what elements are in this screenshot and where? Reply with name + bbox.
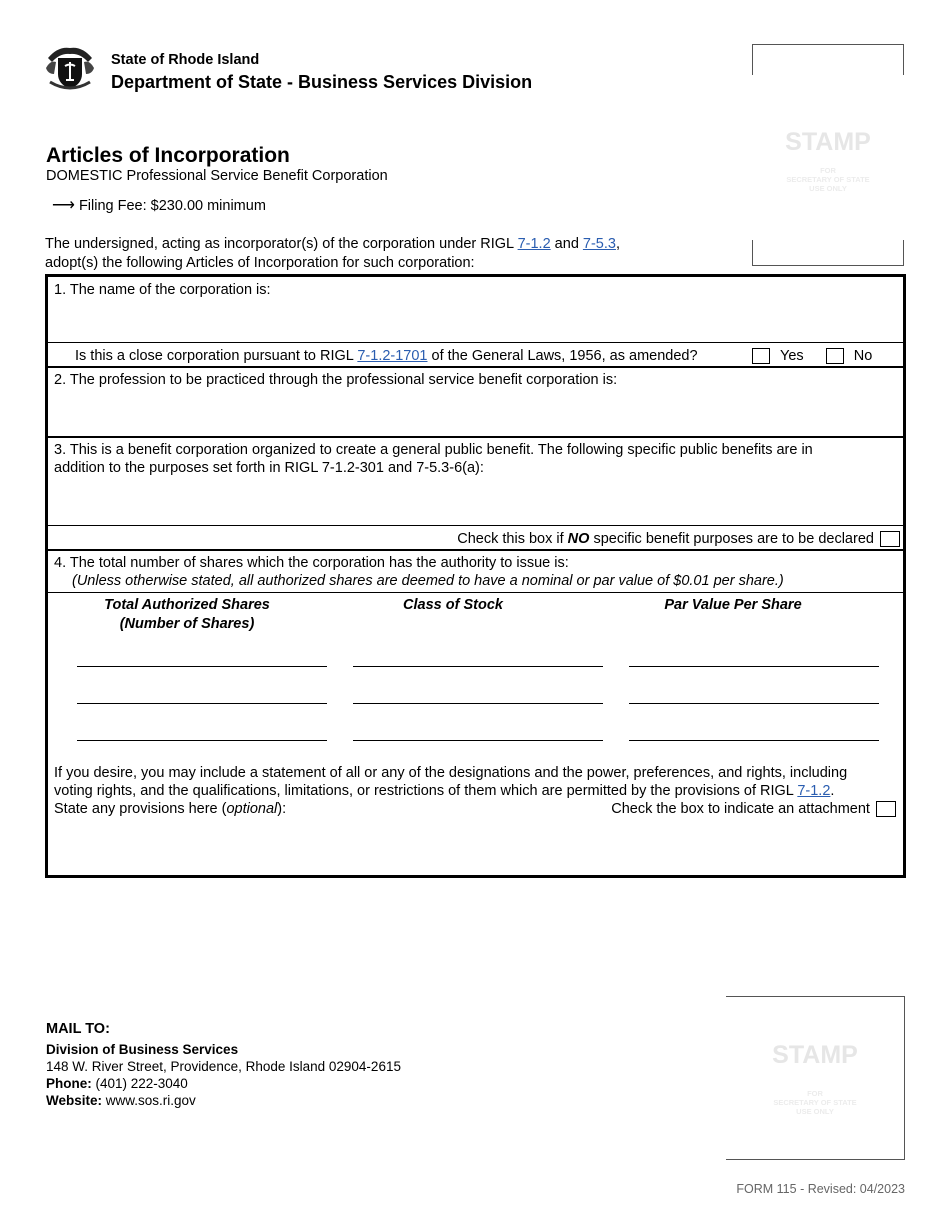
mail-division: Division of Business Services <box>46 1042 239 1057</box>
provisions-line3 <box>54 800 286 818</box>
stamp-note-line1: FOR <box>807 1089 823 1098</box>
divider <box>48 366 903 368</box>
department-name: Department of State - Business Services Division <box>111 72 533 92</box>
par-value-input-line[interactable] <box>629 703 879 704</box>
shares-input-line[interactable] <box>77 703 327 704</box>
stamp-note-line2: SECRETARY OF STATE <box>786 175 870 184</box>
divider <box>48 342 903 343</box>
section3-label-line2: addition to the purposes set forth in RIGL 7-1.2-301 and 7-5.3-6(a): <box>54 460 484 476</box>
section4-note: (Unless otherwise stated, all authorized shares are deemed to have a nominal or par value of $0.01 per share.) <box>72 573 784 589</box>
website-value[interactable]: www.sos.ri.gov <box>102 1093 196 1108</box>
section3-label-line1: 3. This is a benefit corporation organized to create a general public benefit. The following specific public benefits are in <box>54 442 813 458</box>
form-subtitle: DOMESTIC Professional Service Benefit Corporation <box>46 168 388 184</box>
divider <box>48 525 903 526</box>
close-corporation-options <box>752 347 872 365</box>
filing-fee-text: Filing Fee: $230.00 minimum <box>78 198 266 214</box>
attachment-row <box>611 800 896 818</box>
close-question-text: Is this a close corporation pursuant to RIGL <box>75 348 358 364</box>
close-question-text: of the General Laws, 1956, as amended? <box>427 348 698 364</box>
divider <box>48 436 903 438</box>
no-benefit-purposes-checkbox[interactable] <box>880 531 900 547</box>
website-label: Website: <box>46 1093 103 1108</box>
no-benefit-emphasis: NO <box>567 531 590 547</box>
stamp-area-bottom <box>726 996 905 1160</box>
stamp-area-top <box>752 44 904 266</box>
class-input-line[interactable] <box>353 666 603 667</box>
par-value-input-line[interactable] <box>629 740 879 741</box>
column-header-line: Total Authorized Shares <box>104 597 270 613</box>
arrow-right-icon: ⟶ <box>52 197 75 214</box>
par-value-input-line[interactable] <box>629 666 879 667</box>
stamp-note-line1: FOR <box>820 166 836 175</box>
no-benefit-purposes-row <box>457 530 900 548</box>
provisions-text: State any provisions here ( <box>54 801 227 817</box>
rigl-7-1-2-link[interactable]: 7-1.2 <box>517 236 551 252</box>
provisions-text: voting rights, and the qualifications, limitations, or restrictions of them which are permitted by the provisions of RIGL <box>54 783 798 799</box>
intro-text-part: , <box>615 236 620 252</box>
close-corporation-question <box>75 347 698 365</box>
stamp-label: STAMP <box>785 128 871 156</box>
mail-website <box>46 1092 401 1109</box>
section1-label: 1. The name of the corporation is: <box>54 282 271 298</box>
column-header-line: (Number of Shares) <box>119 616 255 632</box>
form-number: FORM 115 - Revised: 04/2023 <box>736 1182 905 1196</box>
intro-text <box>45 235 620 273</box>
divider <box>48 592 903 593</box>
attachment-label: Check the box to indicate an attachment <box>611 801 870 817</box>
articles-form-box <box>45 274 906 878</box>
shares-input-line[interactable] <box>77 666 327 667</box>
class-input-line[interactable] <box>353 703 603 704</box>
class-input-line[interactable] <box>353 740 603 741</box>
column-header-class-of-stock: Class of Stock <box>403 597 503 613</box>
provisions-line2 <box>54 782 834 800</box>
form-title: Articles of Incorporation <box>46 144 290 167</box>
phone-value: (401) 222-3040 <box>91 1076 188 1091</box>
stamp-note-line3: USE ONLY <box>809 184 847 193</box>
shares-input-line[interactable] <box>77 740 327 741</box>
intro-text-part: and <box>550 236 583 252</box>
column-header-total-shares <box>78 596 296 634</box>
stamp-label: STAMP <box>772 1041 858 1069</box>
divider <box>48 549 903 551</box>
yes-checkbox[interactable] <box>752 348 770 364</box>
intro-text-line2: adopt(s) the following Articles of Incorporation for such corporation: <box>45 255 475 271</box>
provisions-line1: If you desire, you may include a statement of all or any of the designations and the power, preferences, and rights, including <box>54 765 848 781</box>
mail-to-block <box>46 1021 401 1109</box>
attachment-checkbox[interactable] <box>876 801 896 817</box>
stamp-note-line2: SECRETARY OF STATE <box>773 1098 857 1107</box>
provisions-text: . <box>830 783 835 799</box>
stamp-note-line3: USE ONLY <box>796 1107 834 1116</box>
intro-text-part: The undersigned, acting as incorporator(s) of the corporation under RIGL <box>45 236 518 252</box>
no-checkbox[interactable] <box>826 348 844 364</box>
column-header-par-value: Par Value Per Share <box>664 597 802 613</box>
state-name: State of Rhode Island <box>111 52 260 68</box>
no-benefit-text: specific benefit purposes are to be declared <box>589 531 874 547</box>
rigl-7-5-3-link[interactable]: 7-5.3 <box>582 236 616 252</box>
section4-label: 4. The total number of shares which the corporation has the authority to issue is: <box>54 555 569 571</box>
filing-fee <box>52 195 266 215</box>
no-benefit-text: Check this box if <box>457 531 568 547</box>
rigl-7-1-2-provisions-link[interactable]: 7-1.2 <box>797 783 831 799</box>
provisions-text: ): <box>277 801 287 817</box>
phone-label: Phone: <box>46 1076 92 1091</box>
mail-to-heading: MAIL TO: <box>46 1021 110 1037</box>
mail-phone <box>46 1075 401 1092</box>
provisions-optional: optional <box>226 801 278 817</box>
yes-label: Yes <box>780 348 804 364</box>
rhode-island-seal-icon <box>44 44 96 92</box>
mail-address: 148 W. River Street, Providence, Rhode Island 02904-2615 <box>46 1059 401 1074</box>
section2-label: 2. The profession to be practiced through the professional service benefit corporation is: <box>54 372 618 388</box>
no-label: No <box>853 348 873 364</box>
rigl-7-1-2-1701-link[interactable]: 7-1.2-1701 <box>357 348 428 364</box>
